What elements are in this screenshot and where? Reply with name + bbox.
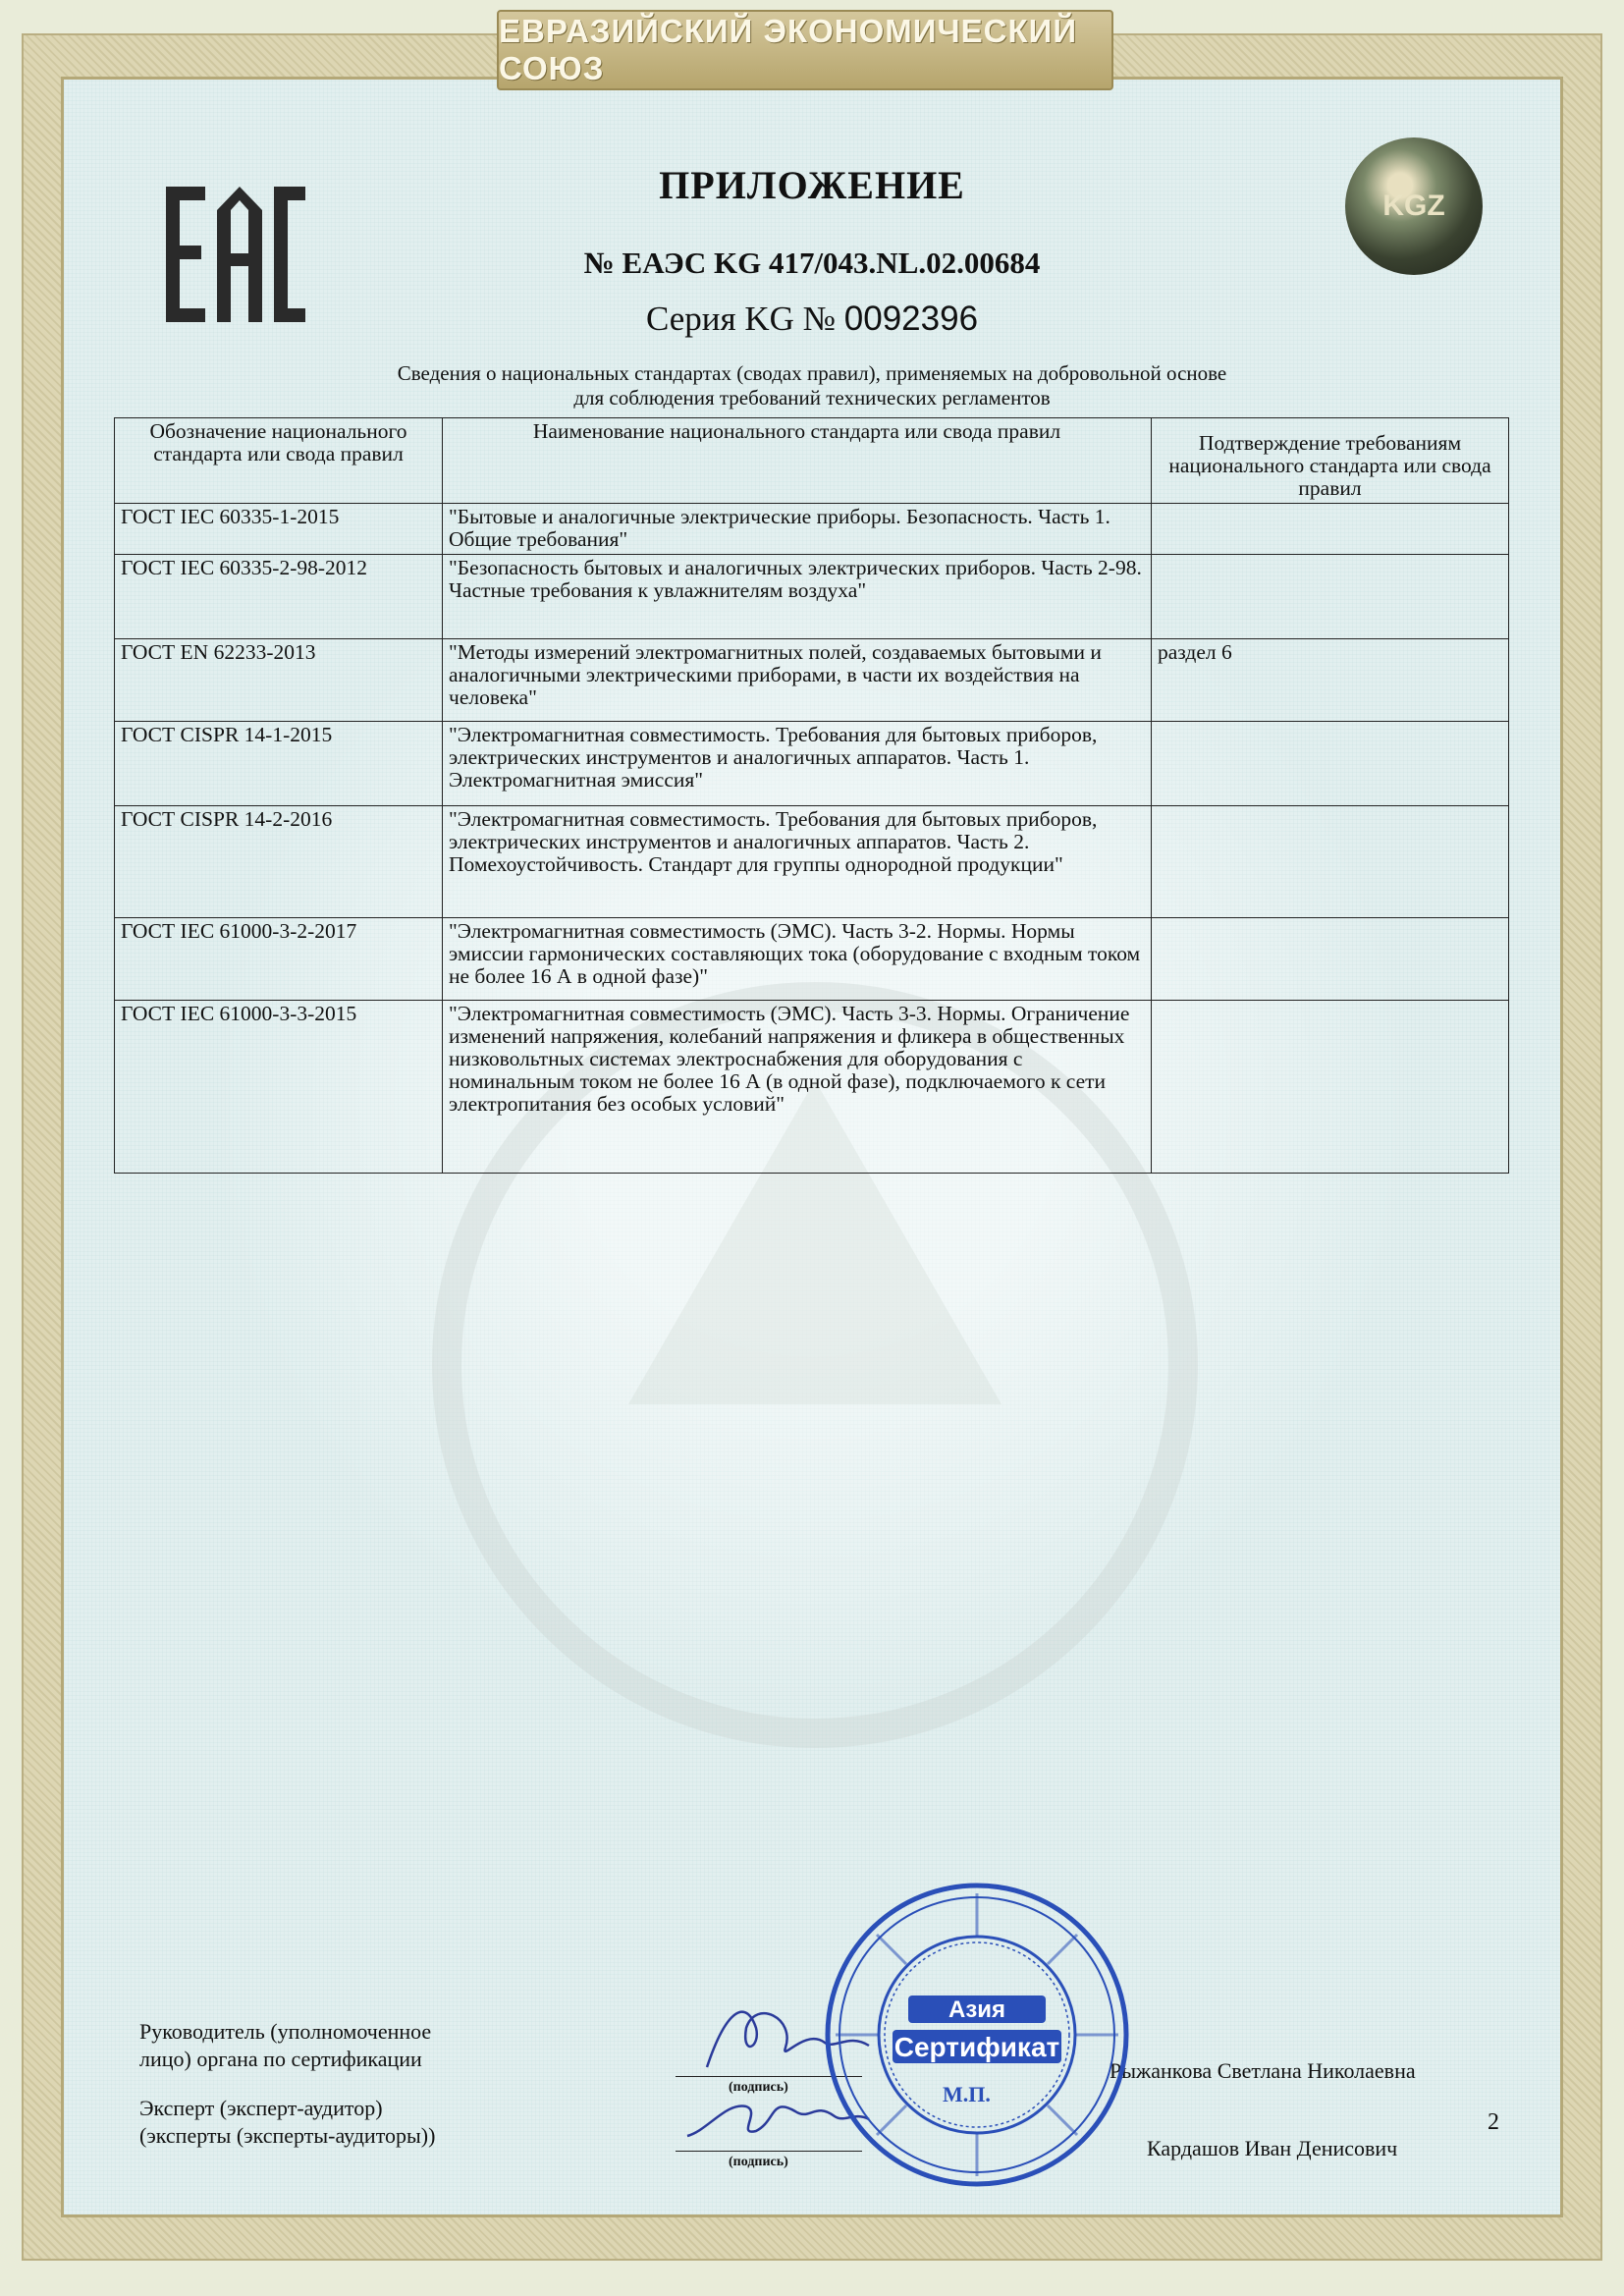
expert-name: Кардашов Иван Денисович (1147, 2136, 1398, 2160)
document-title: ПРИЛОЖЕНИЕ (659, 163, 965, 207)
standard-code: ГОСТ CISPR 14-2-2016 (115, 806, 443, 918)
standard-name: "Методы измерений электромагнитных полей, создаваемых бытовыми и аналогичными электрическими приборами, в части их воздействия на человека" (443, 639, 1152, 722)
table-row (115, 806, 1509, 918)
subtitle-line-2: для соблюдения требований технических регламентов (573, 386, 1051, 410)
series-number: 0092396 (843, 300, 979, 338)
standard-confirmation (1152, 918, 1509, 1001)
standard-code: ГОСТ IEC 60335-2-98-2012 (115, 555, 443, 639)
eurasian-union-banner: ЕВРАЗИЙСКИЙ ЭКОНОМИЧЕСКИЙ СОЮЗ (497, 10, 1113, 90)
standard-name: "Бытовые и аналогичные электрические приборы. Безопасность. Часть 1. Общие требования" (443, 504, 1152, 555)
standard-name: "Электромагнитная совместимость (ЭМС). Часть 3-3. Нормы. Ограничение изменений напряжения, колебаний напряжения и фликера в общественных низковольтных системах электроснабжения для оборудования с номинальным током не более 16 А (в одной фазе), подключаемого к сети электропитания без особых условий" (443, 1001, 1152, 1174)
standards-table (114, 417, 1509, 1174)
standard-name: "Электромагнитная совместимость. Требования для бытовых приборов, электрических инструментов и аналогичных аппаратов. Часть 2. Помехоустойчивость. Стандарт для группы однородной продукции" (443, 806, 1152, 918)
standard-confirmation (1152, 555, 1509, 639)
column-header-name: Наименование национального стандарта или свода правил (443, 418, 1152, 504)
standard-code: ГОСТ IEC 61000-3-2-2017 (115, 918, 443, 1001)
subtitle-line-1: Сведения о национальных стандартах (сводах правил), применяемых на добровольной основе (397, 361, 1227, 385)
expert-label (139, 2095, 435, 2150)
series-line (0, 300, 1624, 339)
head-signature-caption: (подпись) (729, 2080, 788, 2095)
certificate-number: № ЕАЭС KG 417/043.NL.02.00684 (583, 246, 1041, 280)
standard-name: "Электромагнитная совместимость (ЭМС). Часть 3-2. Нормы. Нормы эмиссии гармонических составляющих тока (оборудование с входным током не более 16 А в одной фазе)" (443, 918, 1152, 1001)
stamp-mp-mark: М.П. (943, 2082, 991, 2106)
expert-signature-caption: (подпись) (729, 2155, 788, 2169)
stamp-text-line-1: Азия (947, 1996, 1006, 2023)
head-name: Рыжанкова Светлана Николаевна (1110, 2058, 1416, 2083)
table-row (115, 918, 1509, 1001)
organization-stamp (820, 1878, 1134, 2192)
expert-label-line-2: (эксперты (эксперты-аудиторы)) (139, 2123, 436, 2148)
table-header-row (115, 418, 1509, 504)
column-header-confirmation: Подтверждение требованиям национального стандарта или свода правил (1152, 418, 1509, 504)
table-row (115, 1001, 1509, 1174)
series-label: Серия KG № (645, 300, 837, 338)
standard-name: "Безопасность бытовых и аналогичных электрических приборов. Часть 2-98. Частные требования к увлажнителям воздуха" (443, 555, 1152, 639)
table-row (115, 555, 1509, 639)
standard-code: ГОСТ IEC 60335-1-2015 (115, 504, 443, 555)
head-label (139, 2018, 431, 2073)
standard-code: ГОСТ EN 62233-2013 (115, 639, 443, 722)
standard-confirmation (1152, 504, 1509, 555)
standard-confirmation (1152, 722, 1509, 806)
standard-code: ГОСТ CISPR 14-1-2015 (115, 722, 443, 806)
expert-label-line-1: Эксперт (эксперт-аудитор) (139, 2096, 383, 2120)
standard-confirmation: раздел 6 (1152, 639, 1509, 722)
stamp-text-line-2: Сертификат (893, 2032, 1060, 2062)
hologram-text: KGZ (1382, 190, 1445, 222)
table-row (115, 504, 1509, 555)
head-label-line-2: лицо) органа по сертификации (139, 2047, 422, 2071)
head-label-line-1: Руководитель (уполномоченное (139, 2019, 432, 2044)
page-number: 2 (1488, 2109, 1499, 2135)
column-header-code: Обозначение национального стандарта или свода правил (115, 418, 443, 504)
standard-confirmation (1152, 806, 1509, 918)
table-row (115, 722, 1509, 806)
standard-code: ГОСТ IEC 61000-3-3-2015 (115, 1001, 443, 1174)
subtitle (255, 361, 1369, 410)
standard-confirmation (1152, 1001, 1509, 1174)
table-row (115, 639, 1509, 722)
standard-name: "Электромагнитная совместимость. Требования для бытовых приборов, электрических инструментов и аналогичных аппаратов. Часть 1. Электромагнитная эмиссия" (443, 722, 1152, 806)
